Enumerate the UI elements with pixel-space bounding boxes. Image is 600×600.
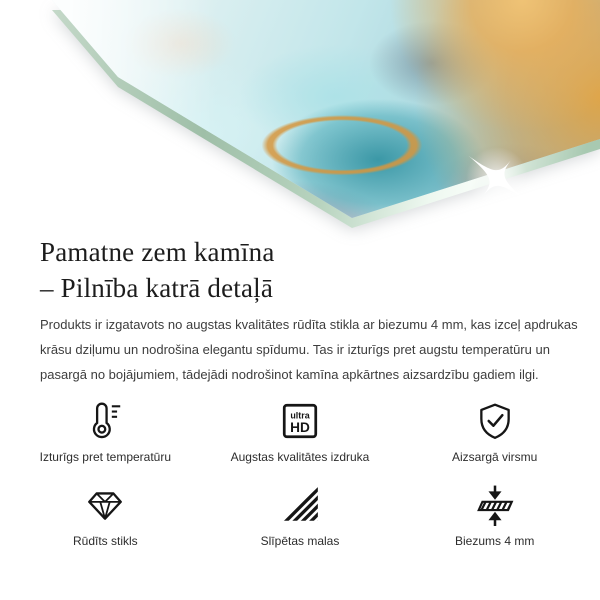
- page-title-line2: – Pilnība katrā detaļā: [40, 273, 274, 303]
- feature-print-quality: [203, 400, 398, 464]
- feature-label: Biezums 4 mm: [454, 534, 535, 548]
- feature-label: Augstas kvalitātes izdruka: [230, 450, 370, 464]
- feature-polished-edges: [203, 484, 398, 548]
- feature-grid: [8, 400, 592, 548]
- ultra-hd-badge-bottom: HD: [290, 420, 310, 436]
- ultra-hd-icon: [279, 400, 321, 442]
- feature-label: Slīpētas malas: [260, 534, 340, 548]
- diamond-icon: [84, 484, 126, 526]
- feature-label: Izturīgs pret temperatūru: [39, 450, 172, 464]
- thermometer-icon: [84, 400, 126, 442]
- thickness-icon: [474, 484, 516, 526]
- feature-tempered-glass: [8, 484, 203, 548]
- feature-temperature: [8, 400, 203, 464]
- hero-product-image: [0, 0, 600, 242]
- product-description: Produkts ir izgatavots no augstas kvalitātes rūdīta stikla ar biezumu 4 mm, kas izceļ apdrukas krāsu dziļumu un nodrošina elegantu spīdumu. Tas ir izturīgs pret augstu temperatūru un pasargā no bojājumiem, tādejādi nodrošinot kamīna apkārtnes aizsardzību gadiem ilgi.: [40, 317, 578, 382]
- page-title-line1: Pamatne zem kamīna: [40, 237, 275, 267]
- beveled-edges-icon: [279, 484, 321, 526]
- shield-check-icon: [474, 400, 516, 442]
- sparkle-icon: [455, 136, 539, 220]
- feature-protects-surface: [397, 400, 592, 464]
- feature-label: Rūdīts stikls: [72, 534, 138, 548]
- ultra-hd-badge-top: ultra: [290, 410, 310, 421]
- feature-label: Aizsargā virsmu: [451, 450, 538, 464]
- page-title: [40, 234, 275, 306]
- feature-thickness: [397, 484, 592, 548]
